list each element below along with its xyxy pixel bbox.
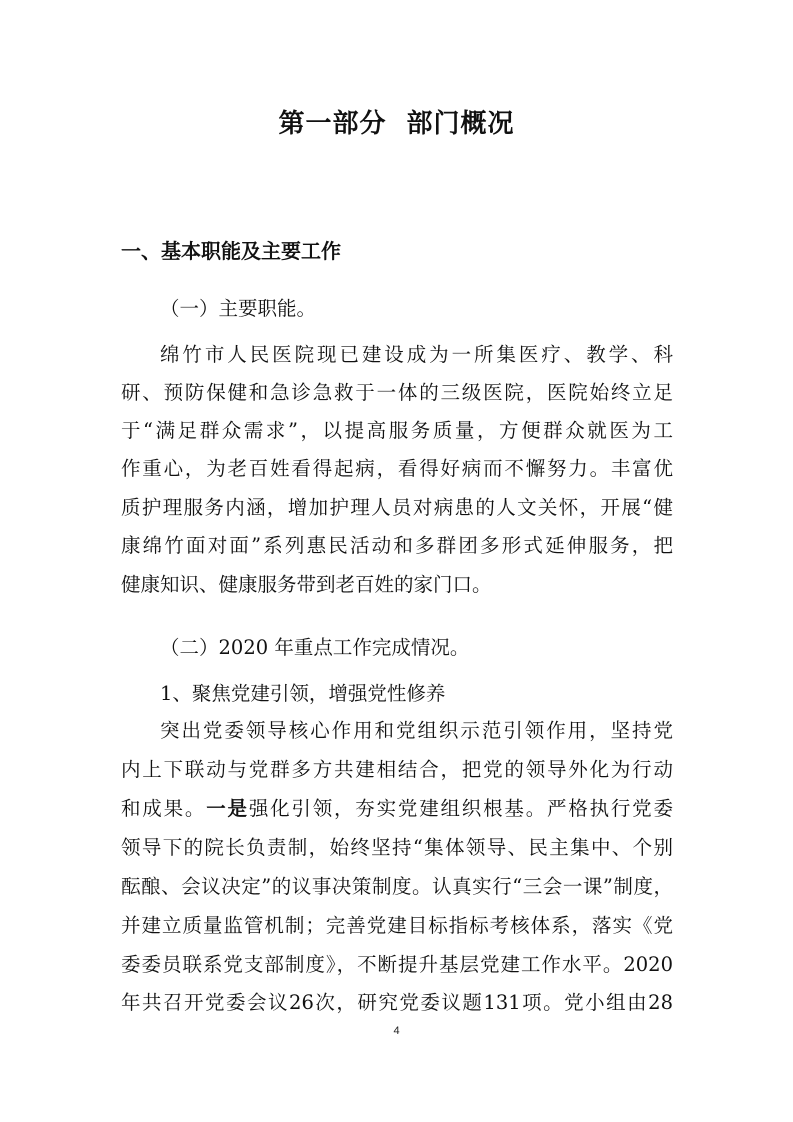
subsection-heading-functions: （一）主要职能。 — [160, 297, 317, 320]
item-heading: 1、聚焦党建引领，增强党性修养 — [160, 682, 446, 705]
paragraph-line: 酝酿、会议决定”的议事决策制度。认真实行“三会一课”制度， — [121, 875, 673, 898]
paragraph-line — [121, 797, 673, 821]
page-title: 第一部分 部门概况 — [278, 109, 515, 139]
line-prefix: 和成果。 — [121, 797, 207, 820]
subsection-heading-work: （二）2020 年重点工作完成情况。 — [160, 636, 470, 659]
paragraph-line: 内上下联动与党群多方共建相结合，把党的领导外化为行动 — [121, 758, 673, 781]
paragraph-line: 突出党委领导核心作用和党组织示范引领作用，坚持党 — [160, 719, 673, 742]
line-suffix: 强化引领，夯实党建组织根基。严格执行党委 — [248, 797, 673, 820]
paragraph-line: 作重心，为老百姓看得起病，看得好病而不懈努力。丰富优 — [121, 457, 673, 480]
paragraph-line: 健康知识、健康服务带到老百姓的家门口。 — [121, 573, 492, 596]
paragraph-line: 领导下的院长负责制，始终坚持“集体领导、民主集中、个别 — [121, 836, 673, 859]
paragraph-line: 研、预防保健和急诊急救于一体的三级医院，医院始终立足 — [121, 381, 673, 404]
paragraph-line: 质护理服务内涵，增加护理人员对病患的人文关怀，开展“健 — [121, 496, 673, 519]
emphasis-first: 一是 — [206, 797, 249, 820]
paragraph-line: 康绵竹面对面”系列惠民活动和多群团多形式延伸服务，把 — [121, 534, 673, 557]
page-number: 4 — [393, 1025, 400, 1037]
paragraph-line: 年共召开党委会议26次，研究党委议题131项。党小组由28 — [121, 991, 673, 1014]
section-heading: 一、基本职能及主要工作 — [121, 239, 341, 263]
paragraph-line: 并建立质量监管机制；完善党建目标指标考核体系，落实《党 — [121, 914, 673, 937]
paragraph-line: 委委员联系党支部制度》，不断提升基层党建工作水平。2020 — [121, 953, 673, 976]
paragraph-line: 绵竹市人民医院现已建设成为一所集医疗、教学、科 — [160, 343, 673, 366]
paragraph-line: 于“满足群众需求”，以提高服务质量，方便群众就医为工 — [121, 419, 673, 442]
